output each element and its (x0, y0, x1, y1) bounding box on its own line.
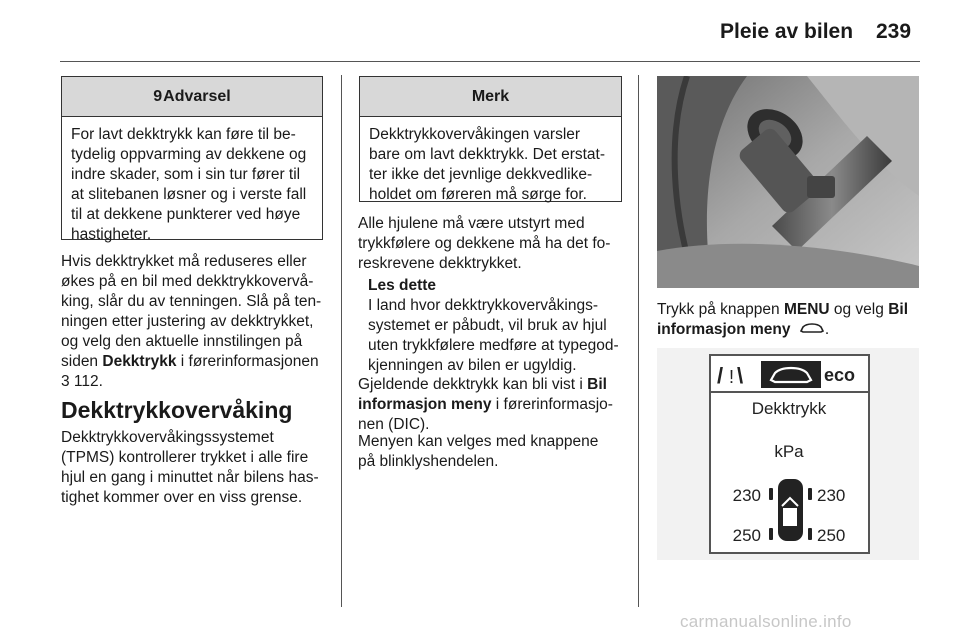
warning-box-title: Advarsel (163, 87, 231, 105)
text-line: ter ikke det jevnlige dekkvedlike- (369, 166, 593, 183)
pressure-rear-right: 250 (817, 526, 846, 545)
text-line (657, 320, 932, 340)
text-line (61, 352, 336, 372)
text-line: nen (DIC). (358, 416, 430, 433)
text-line (358, 375, 633, 395)
pressure-front-left: 230 (732, 486, 761, 505)
text-line: hastigheter. (71, 226, 152, 243)
text-line (358, 395, 633, 415)
text-span: og velg (829, 301, 889, 318)
text-line: (TPMS) kontrollerer trykket i alle fire (61, 449, 309, 466)
page-header-title: Pleie av bilen (720, 20, 854, 43)
warning-box (61, 76, 323, 243)
text-line: økes på en bil med dekktrykkovervå- (61, 273, 314, 290)
turn-signal-stalk-photo (657, 76, 919, 288)
stalk-illustration (657, 76, 919, 288)
note-box (359, 76, 622, 202)
text-span: i førerinformasjonen (176, 353, 319, 370)
menu-term-informasjon-meny: informasjon meny (358, 396, 492, 413)
note-box-text (360, 117, 621, 213)
text-line: systemet er påbudt, vil bruk av hjul (368, 317, 607, 334)
dic-display-figure (657, 348, 919, 560)
column-divider-2 (638, 75, 639, 607)
text-line: bare om lavt dekktrykk. Det erstat- (369, 146, 606, 163)
body-paragraph-menu-buttons (358, 432, 633, 472)
text-line: tydelig oppvarming av dekkene og (71, 146, 307, 163)
menu-term-bil: Bil (888, 301, 908, 318)
page-ref-number: 112. (69, 373, 103, 390)
menu-term-informasjon-meny: informasjon meny (657, 321, 791, 338)
column-divider-1 (341, 75, 342, 607)
text-line: på blinklyshendelen. (358, 453, 499, 470)
text-line: trykkfølere og dekkene må ha det fo- (358, 235, 611, 252)
text-span: Gjeldende dekktrykk kan bli vist i (358, 376, 588, 393)
menu-term-bil: Bil (587, 376, 607, 393)
svg-text:/: / (717, 363, 724, 388)
read-this-block (368, 276, 636, 376)
text-line: indre skader, som i sin tur fører til (71, 166, 301, 183)
page-ref-icon: 3 (61, 373, 70, 390)
text-line: og velg den aktuelle innstilingen på (61, 333, 303, 350)
watermark: carmanualsonline.info (680, 612, 852, 631)
body-paragraph-tpms (61, 428, 336, 508)
text-line: uten trykkfølere medføre at typegod- (368, 337, 619, 354)
car-icon (799, 321, 825, 335)
header-divider (60, 61, 920, 62)
pressure-unit: kPa (774, 442, 804, 461)
page-number: 239 (876, 20, 912, 43)
text-line: tighet kommer over en viss grense. (61, 489, 303, 506)
menu-term-dekktrykk: Dekktrykk (102, 353, 177, 370)
text-line: holdet om føreren må sørge for. (369, 186, 587, 203)
pressure-rear-left: 250 (732, 526, 761, 545)
text-span: siden (61, 353, 103, 370)
text-line: Hvis dekktrykket må reduseres eller (61, 253, 307, 270)
section-heading: Dekktrykkovervåking (61, 397, 293, 423)
note-box-header: Merk (360, 77, 621, 117)
svg-text:\: \ (737, 363, 744, 388)
text-span: . (824, 321, 830, 338)
page-reference[interactable] (61, 372, 336, 392)
text-line (657, 300, 932, 320)
car-menu-tab (761, 361, 821, 388)
body-paragraph-dic (358, 375, 633, 435)
trip-icon (717, 363, 743, 388)
text-line: at slitebanen løsner og i verste fall (71, 186, 307, 203)
text-span: Trykk på knappen (657, 301, 784, 318)
text-line: For lavt dekktrykk kan føre til be- (71, 126, 296, 143)
text-line: reskrevene dekktrykket. (358, 255, 522, 272)
body-paragraph-sensors (358, 214, 633, 274)
text-line: ningen etter justering av dekktrykket, (61, 313, 314, 330)
warning-box-text (62, 117, 322, 253)
dic-display (657, 348, 919, 560)
text-span: i førerinformasjo- (491, 396, 613, 413)
text-line: kjenningen av bilen er ugyldig. (368, 357, 577, 374)
dic-title: Dekktrykk (751, 399, 827, 418)
text-line: Alle hjulene må være utstyrt med (358, 215, 585, 232)
menu-button-label: MENU (783, 301, 830, 318)
text-line: hjul en gang i minuttet når bilens has- (61, 469, 319, 486)
body-paragraph-pressure-adjust (61, 252, 336, 392)
text-line: til at dekkene punkterer ved høye (71, 206, 301, 223)
read-this-title: Les dette (368, 277, 437, 294)
text-line: I land hvor dekktrykkovervåkings- (368, 297, 599, 314)
pressure-front-right: 230 (817, 486, 846, 505)
caption-menu-instruction (657, 300, 932, 340)
text-line: king, slår du av tenningen. Slå på ten- (61, 293, 322, 310)
svg-text:!: ! (729, 367, 735, 387)
text-line: Dekktrykkovervåkingssystemet (61, 429, 274, 446)
warning-box-header (62, 77, 322, 117)
warning-icon: 9 (153, 87, 163, 105)
text-line: Menyen kan velges med knappene (358, 433, 599, 450)
text-line: Dekktrykkovervåkingen varsler (369, 126, 581, 143)
eco-label: eco (824, 365, 856, 385)
